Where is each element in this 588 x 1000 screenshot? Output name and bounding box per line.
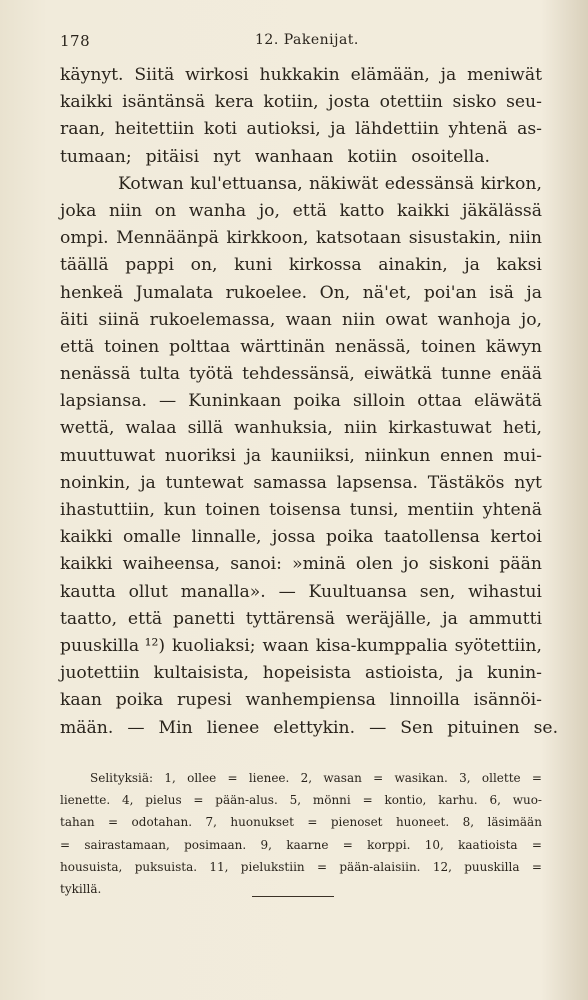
- word: siskoni: [428, 554, 490, 575]
- word: huoneet.: [395, 815, 450, 830]
- word: poika: [115, 690, 164, 711]
- word: tulta: [139, 364, 181, 385]
- word: pienoset: [330, 815, 383, 830]
- word: nenässä,: [335, 336, 411, 357]
- text-line: [60, 470, 542, 497]
- word: —: [127, 717, 145, 738]
- word: puuskilla ¹²): [60, 635, 166, 656]
- word: sisko: [452, 92, 497, 113]
- word: sisustakin,: [408, 228, 502, 249]
- word: ja: [464, 255, 480, 276]
- word: Tästäkös: [427, 472, 505, 493]
- word: tykillä.: [60, 881, 102, 896]
- word: kaatioista: [458, 837, 518, 852]
- text-line: [60, 551, 542, 578]
- word: käynyt.: [60, 65, 124, 85]
- word: odotahan.: [131, 815, 193, 830]
- word: sen,: [419, 581, 456, 602]
- text-line: [60, 660, 542, 687]
- word: 2,: [300, 771, 313, 785]
- text-line: [60, 62, 542, 89]
- word: katsotaan: [315, 228, 402, 249]
- text-line: [60, 524, 542, 551]
- word: se.: [533, 717, 559, 738]
- word: yhtenä: [448, 119, 508, 140]
- word: että: [127, 608, 163, 629]
- word: heti,: [502, 418, 542, 439]
- word: kuni: [234, 255, 273, 276]
- word: samassa: [253, 472, 327, 493]
- word: 7,: [205, 815, 217, 830]
- word: ja: [245, 445, 262, 466]
- word: toinen: [205, 500, 261, 520]
- running-head: 12. Pakenijat.: [255, 32, 359, 48]
- word: wanha: [188, 200, 247, 221]
- word: autioksi,: [246, 119, 321, 140]
- word: wirkosi: [185, 65, 249, 85]
- word: jo,: [520, 309, 542, 330]
- word: sairastamaan,: [84, 837, 170, 852]
- word: pään-alaisiin.: [339, 859, 421, 874]
- word: omalle: [122, 527, 182, 548]
- word: posimaan.: [184, 837, 247, 852]
- word: jo,: [258, 200, 280, 221]
- word: taatollensa: [383, 527, 480, 548]
- word: ottaa: [417, 391, 462, 412]
- word: olen: [355, 554, 393, 575]
- note-line: [60, 789, 542, 811]
- word: näkiwät: [309, 173, 379, 194]
- word: noinkin,: [60, 472, 131, 493]
- word: huonukset: [230, 815, 294, 830]
- word: kirkossa: [288, 255, 362, 276]
- word: ja: [440, 65, 457, 85]
- word: hopeisista: [262, 663, 352, 684]
- word: kaksi: [496, 255, 542, 276]
- word: heitettiin: [114, 119, 195, 140]
- word: rukoelemassa,: [149, 309, 276, 330]
- text-line: [60, 89, 542, 116]
- word: työtä: [189, 364, 234, 385]
- word: kautta: [60, 581, 116, 602]
- word: isä: [489, 282, 514, 303]
- word: henkeä: [60, 282, 124, 303]
- word: kauniiksi,: [270, 445, 355, 466]
- closing-rule: [252, 896, 334, 897]
- word: niin: [344, 418, 378, 439]
- note-line: [60, 834, 542, 856]
- text-line: [60, 415, 542, 442]
- word: enää: [500, 364, 542, 385]
- word: tahan: [60, 815, 95, 830]
- note-line: [60, 811, 542, 833]
- word: wihastui: [468, 581, 542, 602]
- word: wanhaan: [254, 146, 334, 167]
- text-line: [60, 198, 542, 225]
- word: taatto,: [60, 608, 118, 629]
- word: pappi: [125, 255, 175, 276]
- word: muuttuwat: [60, 445, 156, 466]
- text-line: [60, 116, 542, 143]
- text-line: [60, 280, 542, 307]
- word: ollee: [187, 771, 217, 785]
- word: sillä: [187, 418, 224, 439]
- word: katto: [339, 200, 385, 221]
- word: jossa: [271, 527, 316, 548]
- word: =: [316, 859, 328, 874]
- word: wanhempiensa: [245, 690, 376, 711]
- word: nenässä: [60, 364, 131, 385]
- word: wasan: [323, 771, 362, 785]
- word: silloin: [352, 391, 406, 412]
- word: korppi.: [367, 837, 411, 852]
- text-line: [60, 715, 559, 742]
- word: ja: [526, 282, 542, 303]
- word: eläwätä: [473, 391, 542, 412]
- word: kisa-kumppalia: [315, 635, 448, 656]
- word: elettykin.: [273, 717, 356, 738]
- word: ainakin,: [378, 255, 448, 276]
- word: kotiin: [347, 146, 398, 167]
- text-line: [60, 252, 542, 279]
- word: äiti: [60, 309, 89, 330]
- word: elämään,: [350, 65, 430, 85]
- word: »minä: [292, 554, 346, 575]
- word: Kuultuansa: [308, 581, 407, 602]
- word: Mennäänpä: [116, 228, 219, 249]
- word: kunin-: [487, 663, 542, 684]
- word: jo: [403, 554, 419, 575]
- word: rupesi: [177, 690, 232, 711]
- word: lapsensa.: [336, 472, 418, 493]
- word: niin: [108, 200, 143, 221]
- note-line: [60, 856, 542, 878]
- word: =: [362, 793, 373, 808]
- word: kontio,: [384, 793, 427, 808]
- word: waiheensa,: [122, 554, 221, 575]
- word: —: [278, 581, 296, 602]
- word: niin: [342, 309, 376, 330]
- word: —: [158, 391, 177, 412]
- word: =: [108, 815, 119, 830]
- word: karhu.: [438, 793, 478, 808]
- word: ja: [140, 472, 156, 493]
- word: nä'et,: [362, 282, 412, 303]
- word: puuskilla: [464, 859, 520, 874]
- word: puksuista.: [134, 859, 198, 874]
- word: kirkkoon,: [226, 228, 309, 249]
- word: pään: [499, 554, 542, 575]
- word: Min: [158, 717, 193, 738]
- word: meniwät: [467, 65, 542, 85]
- word: housuista,: [60, 859, 123, 874]
- word: pään-alus.: [215, 793, 278, 808]
- word: astioista,: [365, 663, 444, 684]
- word: kirkastuwat: [388, 418, 492, 439]
- text-line: [60, 144, 542, 171]
- word: linnoilla: [389, 690, 460, 711]
- word: nyt: [514, 472, 542, 493]
- word: kaikki: [396, 200, 450, 221]
- word: tumaan;: [60, 146, 132, 167]
- word: tyttärensä: [245, 608, 335, 629]
- word: toisensa: [269, 500, 341, 520]
- word: käwyn: [485, 336, 542, 357]
- word: On,: [319, 282, 351, 303]
- word: mentiin: [407, 500, 474, 520]
- word: linnalle,: [191, 527, 262, 548]
- text-line: [60, 361, 542, 388]
- word: =: [193, 793, 204, 808]
- word: nuoriksi: [164, 445, 236, 466]
- word: lienee.: [248, 771, 290, 785]
- word: niinkun: [364, 445, 431, 466]
- word: pielukstiin: [240, 859, 305, 874]
- word: tuntewat: [165, 472, 244, 493]
- word: ja: [442, 608, 458, 629]
- word: 12,: [432, 859, 452, 874]
- word: 1,: [164, 771, 176, 785]
- text-line: [60, 307, 542, 334]
- word: mään.: [60, 717, 114, 738]
- page-header: [60, 32, 538, 56]
- text-line: [60, 606, 542, 633]
- word: eiwätkä: [363, 364, 433, 385]
- note-line: [60, 767, 542, 789]
- word: sanoi:: [230, 554, 282, 575]
- word: 4,: [121, 793, 134, 808]
- word: tunne: [441, 364, 492, 385]
- word: seu-: [506, 92, 542, 113]
- word: että: [292, 200, 327, 221]
- word: josta: [328, 92, 370, 113]
- text-line: [60, 579, 542, 606]
- word: walaa: [125, 418, 177, 439]
- text-line: [60, 225, 542, 252]
- word: että: [60, 336, 95, 357]
- word: 10,: [424, 837, 444, 852]
- word: syötettiin,: [454, 635, 542, 656]
- word: polttaa: [169, 336, 231, 357]
- word: ihastuttiin,: [60, 500, 155, 520]
- word: wärttinän: [240, 336, 326, 357]
- word: kaikki: [60, 92, 113, 113]
- word: =: [342, 837, 353, 852]
- word: toinen: [420, 336, 476, 357]
- word: poi'an: [423, 282, 477, 303]
- word: waan: [285, 309, 332, 330]
- word: lapsiansa.: [60, 391, 147, 412]
- word: ollut: [128, 581, 168, 602]
- word: =: [227, 771, 238, 785]
- word: kaikki: [60, 554, 113, 575]
- word: niin: [508, 228, 542, 249]
- word: =: [531, 837, 542, 852]
- word: Siitä: [134, 65, 175, 85]
- word: tehdessänsä,: [242, 364, 355, 385]
- word: pielus: [145, 793, 182, 808]
- word: osoitella.: [411, 146, 490, 167]
- word: 5,: [289, 793, 302, 808]
- word: nyt: [213, 146, 241, 167]
- word: mönni: [312, 793, 351, 808]
- word: pitäisi: [145, 146, 200, 167]
- word: Jumalata: [135, 282, 214, 303]
- word: pituinen: [447, 717, 520, 738]
- text-line: [60, 687, 542, 714]
- word: ja: [457, 663, 474, 684]
- word: wanhuksia,: [234, 418, 333, 439]
- word: toinen: [104, 336, 160, 357]
- word: tunsi,: [349, 500, 399, 520]
- text-line: [60, 633, 542, 660]
- word: =: [307, 815, 318, 830]
- word: owat: [385, 309, 428, 330]
- word: kaikki: [60, 527, 113, 548]
- word: ja: [330, 119, 346, 140]
- word: 6,: [489, 793, 501, 808]
- word: poika: [325, 527, 374, 548]
- word: kaarne: [286, 837, 329, 852]
- word: =: [373, 771, 384, 785]
- word: wanhoja: [437, 309, 511, 330]
- word: 11,: [209, 859, 229, 874]
- word: 3,: [459, 771, 471, 785]
- word: Selityksiä:: [90, 771, 154, 785]
- word: isännöi-: [473, 690, 542, 711]
- word: panetti: [173, 608, 235, 629]
- word: ollette: [481, 771, 521, 785]
- word: kaan: [60, 690, 102, 711]
- word: =: [531, 771, 542, 785]
- word: 9,: [260, 837, 272, 852]
- word: hukkakin: [259, 65, 340, 85]
- word: kuoliaksi;: [171, 635, 256, 656]
- word: as-: [517, 119, 542, 140]
- word: ammutti: [468, 608, 542, 629]
- word: Kuninkaan: [188, 391, 282, 412]
- word: yhtenä: [482, 500, 542, 520]
- word: otettiin: [379, 92, 443, 113]
- word: kera: [214, 92, 254, 113]
- word: kertoi: [490, 527, 542, 548]
- word: ompi.: [60, 228, 109, 249]
- word: rukoelee.: [225, 282, 308, 303]
- word: edessänsä: [384, 173, 475, 194]
- word: wuo-: [512, 793, 542, 808]
- footnotes: [60, 767, 542, 900]
- word: =: [60, 837, 71, 852]
- word: täällä: [60, 255, 109, 276]
- word: jäkälässä: [462, 200, 542, 221]
- word: kotiin,: [263, 92, 319, 113]
- text-line: [60, 171, 542, 198]
- word: kirkon,: [480, 173, 542, 194]
- word: siinä: [98, 309, 140, 330]
- word: lähdettiin: [355, 119, 440, 140]
- word: wettä,: [60, 418, 115, 439]
- text-line: [60, 388, 542, 415]
- word: isäntänsä: [122, 92, 206, 113]
- word: Sen: [400, 717, 434, 738]
- word: —: [369, 717, 387, 738]
- word: ennen: [439, 445, 494, 466]
- word: waan: [262, 635, 309, 656]
- word: manalla».: [180, 581, 266, 602]
- word: mui-: [503, 445, 542, 466]
- word: Kotwan: [118, 173, 184, 194]
- word: kul'ettuansa,: [190, 173, 303, 194]
- word: kultaisista,: [153, 663, 249, 684]
- word: lienee: [206, 717, 260, 738]
- word: =: [531, 859, 542, 874]
- word: weräjälle,: [345, 608, 432, 629]
- word: lienette.: [60, 793, 111, 808]
- word: koti: [203, 119, 237, 140]
- page-number: 178: [60, 32, 91, 50]
- word: poika: [293, 391, 341, 412]
- word: joka: [60, 200, 97, 221]
- text-line: [60, 334, 542, 361]
- word: 8,: [462, 815, 475, 830]
- word: kun: [163, 500, 197, 520]
- word: wasikan.: [394, 771, 448, 785]
- word: on: [154, 200, 177, 221]
- text-line: [60, 443, 542, 470]
- word: läsimään: [487, 815, 542, 830]
- text-line: [60, 497, 542, 524]
- word: juotettiin: [60, 663, 140, 684]
- word: on,: [190, 255, 218, 276]
- main-text: [60, 62, 559, 742]
- word: raan,: [60, 119, 106, 140]
